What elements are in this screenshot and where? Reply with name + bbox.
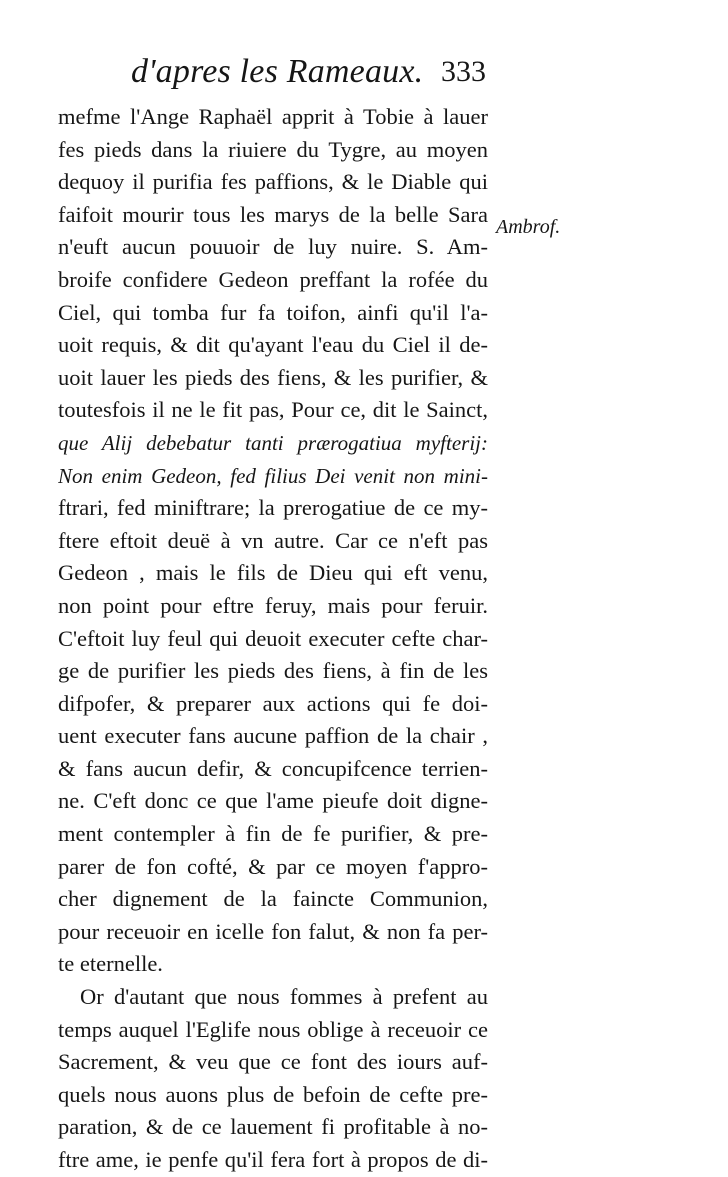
page-number: 333	[441, 55, 486, 88]
text-line: non point pour eftre feruy, mais pour feruir.	[58, 592, 488, 618]
text-line: temps auquel l'Eglife nous oblige à receuoir ce	[58, 1016, 488, 1042]
text-line: Sacrement, & veu que ce font des iours auf-	[58, 1049, 488, 1075]
text-line: mefme l'Ange Raphaël apprit à Tobie à lauer	[58, 104, 488, 129]
text-line: ge de purifier les pieds des fiens, à fin de les	[58, 658, 488, 684]
body-text	[58, 101, 488, 1177]
running-title: d'apres les Rameaux.	[131, 53, 424, 90]
text-line: ftere eftoit deuë à vn autre. Car ce n'eft pas	[58, 527, 488, 553]
text-line: parer de fon cofté, & par ce moyen f'appro-	[58, 853, 488, 879]
text-line: Ciel, qui tomba fur fa toifon, ainfi qu'il l'a-	[58, 299, 488, 325]
text-line: toutesfois il ne le fit pas, Pour ce, dit le Sainct,	[58, 397, 488, 423]
text-line: Non enim Gedeon, fed filius Dei venit non mini-	[58, 463, 488, 488]
margin-note: Ambrof.	[496, 216, 561, 238]
text-line: & fans aucun defir, & concupifcence terrien-	[58, 755, 488, 781]
text-line: Or d'autant que nous fommes à prefent au	[80, 984, 488, 1010]
text-line: ftrari, fed miniftrare; la prerogatiue de ce my-	[58, 495, 488, 521]
text-line: uoit requis, & dit qu'ayant l'eau du Ciel il de-	[58, 332, 488, 358]
text-line: broife confidere Gedeon preffant la rofée du	[58, 266, 488, 292]
text-line: Gedeon , mais le fils de Dieu qui eft venu,	[58, 560, 488, 586]
text-line: uoit lauer les pieds des fiens, & les purifier, &	[58, 364, 488, 390]
text-line: pour receuoir en icelle fon falut, & non fa per-	[58, 918, 488, 944]
text-line: ment contempler à fin de fe purifier, & pre-	[58, 821, 488, 847]
text-line: que Alij debebatur tanti prærogatiua myfterij:	[58, 430, 488, 455]
text-line: quels nous auons plus de befoin de cefte pre-	[58, 1081, 488, 1107]
page-header	[131, 50, 486, 98]
text-line: ftre ame, ie penfe qu'il fera fort à propos de di-	[58, 1147, 488, 1172]
text-line: paration, & de ce lauement fi profitable à no-	[58, 1114, 488, 1140]
text-line: C'eftoit luy feul qui deuoit executer cefte char-	[58, 625, 488, 651]
text-line: faifoit mourir tous les marys de la belle Sara	[58, 201, 488, 227]
text-line: difpofer, & preparer aux actions qui fe doi-	[58, 690, 488, 716]
text-line: ne. C'eft donc ce que l'ame pieufe doit digne-	[58, 788, 488, 814]
text-line: cher dignement de la faincte Communion,	[58, 886, 488, 912]
text-line: uent executer fans aucune paffion de la chair ,	[58, 723, 488, 749]
text-line: n'euft aucun pouuoir de luy nuire. S. Am-	[58, 234, 488, 260]
text-line: fes pieds dans la riuiere du Tygre, au moyen	[58, 136, 488, 162]
text-line: te eternelle.	[58, 951, 163, 977]
text-line: dequoy il purifia fes paffions, & le Diable qui	[58, 169, 488, 195]
